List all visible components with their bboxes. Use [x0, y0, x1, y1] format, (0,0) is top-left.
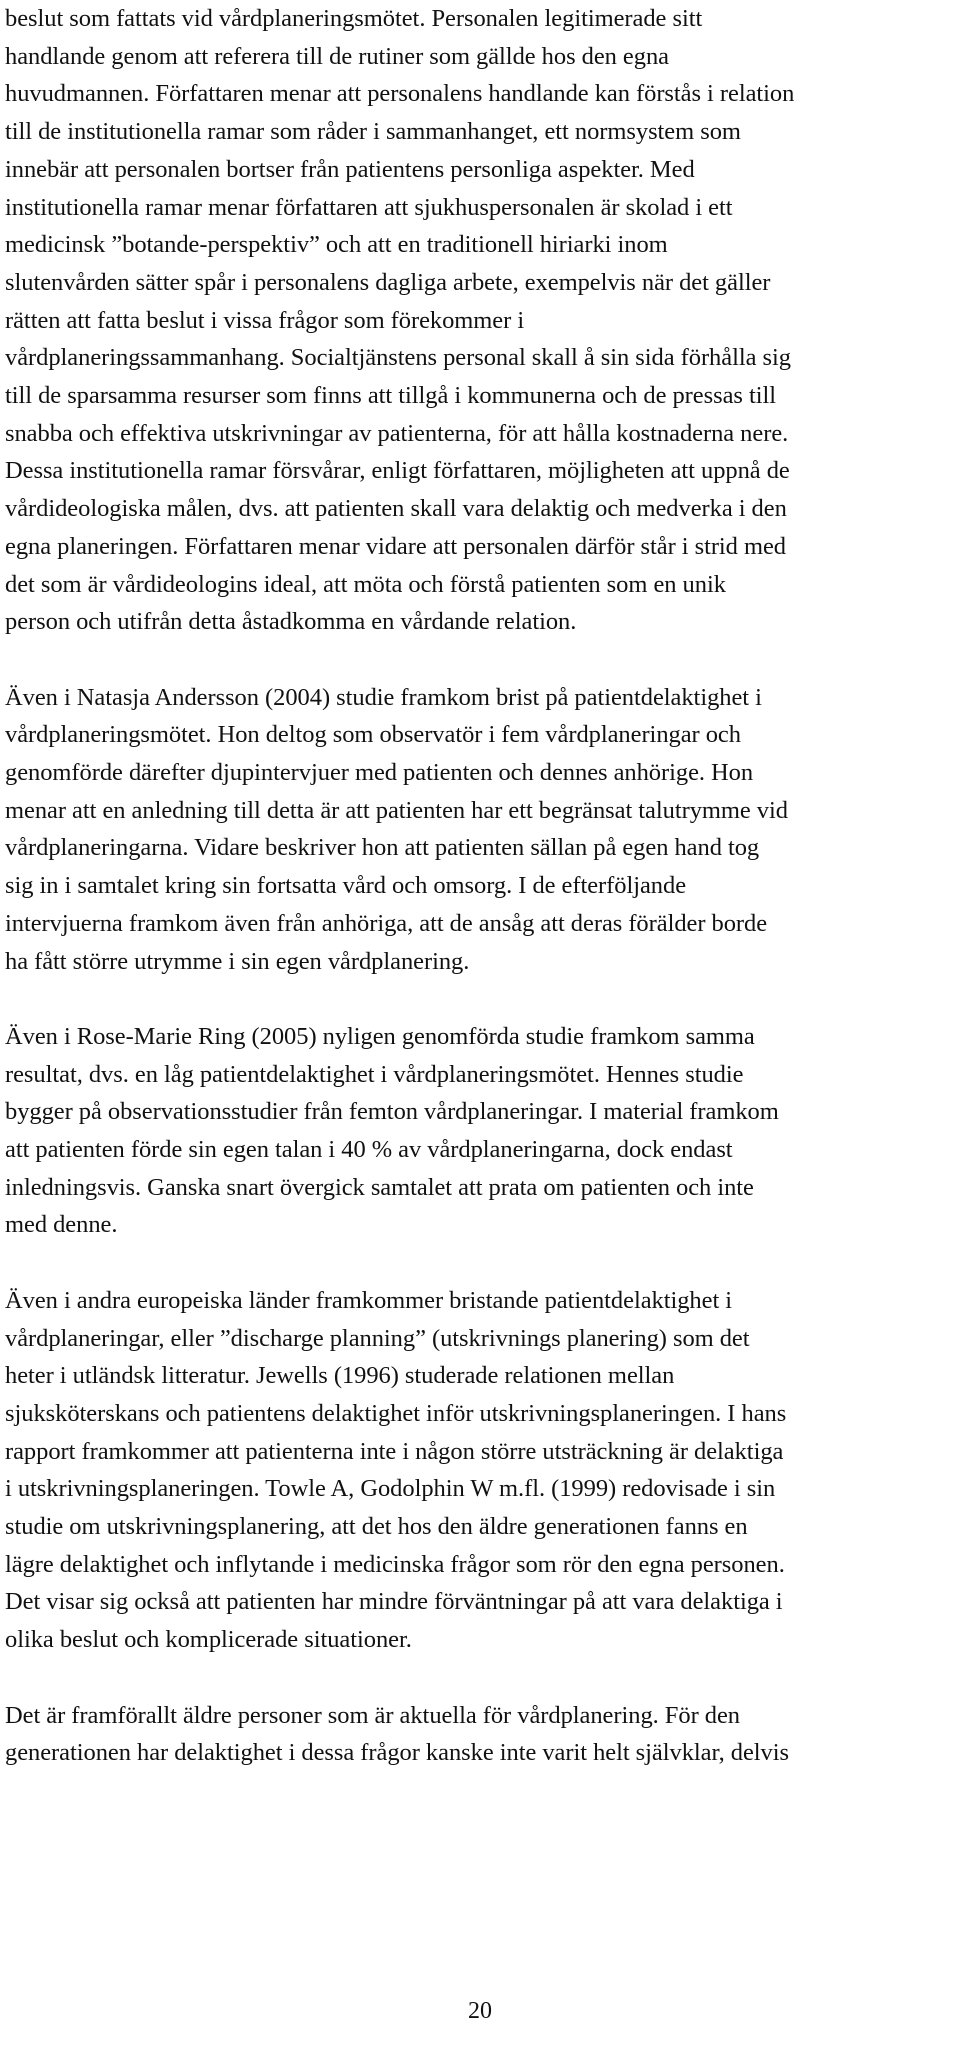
text-line: intervjuerna framkom även från anhöriga, att de ansåg att deras förälder borde [5, 909, 768, 937]
document-page [5, 0, 950, 1772]
text-line: ha fått större utrymme i sin egen vårdplanering. [5, 947, 470, 975]
text-line: sig in i samtalet kring sin fortsatta vård och omsorg. I de efterföljande [5, 872, 687, 900]
text-line: Även i Rose-Marie Ring (2005) nyligen genomförda studie framkom samma [5, 1022, 755, 1050]
text-line: institutionella ramar menar författaren att sjukhuspersonalen är skolad i ett [5, 193, 733, 221]
text-line: rätten att fatta beslut i vissa frågor som förekommer i [5, 306, 525, 334]
text-line: det som är vårdideologins ideal, att möta och förstå patienten som en unik [5, 570, 726, 598]
text-line: studie om utskrivningsplanering, att det hos den äldre generationen fanns en [5, 1513, 748, 1541]
text-line: heter i utländsk litteratur. Jewells (1996) studerade relationen mellan [5, 1362, 675, 1390]
text-line: med denne. [5, 1211, 118, 1239]
text-line: Det är framförallt äldre personer som är aktuella för vårdplanering. För den [5, 1701, 740, 1729]
text-line: vårdplaneringar, eller ”discharge planning” (utskrivnings planering) som det [5, 1324, 750, 1352]
text-line: Även i Natasja Andersson (2004) studie framkom brist på patientdelaktighet i [5, 683, 762, 711]
text-line: vårdplaneringarna. Vidare beskriver hon att patienten sällan på egen hand tog [5, 834, 760, 862]
paragraph-ring-study [5, 1018, 950, 1244]
text-line: medicinsk ”botande-perspektiv” och att en traditionell hiriarki inom [5, 231, 668, 259]
text-line: beslut som fattats vid vårdplaneringsmötet. Personalen legitimerade sitt [5, 5, 703, 32]
text-line: snabba och effektiva utskrivningar av patienterna, för att hålla kostnaderna nere. [5, 419, 789, 447]
text-line: vårdplaneringsmötet. Hon deltog som observatör i fem vårdplaneringar och [5, 721, 741, 749]
text-line: inledningsvis. Ganska snart övergick samtalet att prata om patienten och inte [5, 1173, 754, 1201]
paragraph-institutional-frames [5, 0, 950, 641]
text-line: i utskrivningsplaneringen. Towle A, Godolphin W m.fl. (1999) redovisade i sin [5, 1475, 776, 1503]
text-line: till de sparsamma resurser som finns att tillgå i kommunerna och de pressas till [5, 382, 776, 410]
text-line: Även i andra europeiska länder framkommer bristande patientdelaktighet i [5, 1286, 733, 1314]
paragraph-spacer [5, 641, 950, 679]
text-line: till de institutionella ramar som råder i sammanhanget, ett normsystem som [5, 118, 741, 146]
page-number: 20 [468, 1998, 492, 2024]
text-line: egna planeringen. Författaren menar vidare att personalen därför står i strid med [5, 532, 786, 560]
paragraph-spacer [5, 1659, 950, 1697]
text-line: vårdplaneringssammanhang. Socialtjänstens personal skall å sin sida förhålla sig [5, 344, 791, 372]
text-line: menar att en anledning till detta är att patienten har ett begränsat talutrymme vid [5, 796, 788, 824]
paragraph-spacer [5, 1244, 950, 1282]
paragraph-european-countries [5, 1282, 950, 1659]
text-line: vårdideologiska målen, dvs. att patienten skall vara delaktig och medverka i den [5, 495, 787, 523]
text-line: Dessa institutionella ramar försvårar, enligt författaren, möjligheten att uppnå de [5, 457, 790, 485]
text-line: genomförde därefter djupintervjuer med patienten och dennes anhörige. Hon [5, 759, 754, 787]
text-line: huvudmannen. Författaren menar att personalens handlande kan förstås i relation [5, 80, 795, 108]
text-line: innebär att personalen bortser från patientens personliga aspekter. Med [5, 155, 695, 183]
paragraph-spacer [5, 980, 950, 1018]
text-line: olika beslut och komplicerade situationer. [5, 1626, 412, 1654]
paragraph-older-persons [5, 1697, 950, 1772]
text-line: generationen har delaktighet i dessa frågor kanske inte varit helt självklar, delvis [5, 1739, 789, 1767]
text-line: person och utifrån detta åstadkomma en vårdande relation. [5, 608, 577, 636]
text-line: rapport framkommer att patienterna inte i någon större utsträckning är delaktiga [5, 1437, 784, 1465]
text-line: slutenvården sätter spår i personalens dagliga arbete, exempelvis när det gäller [5, 268, 771, 296]
text-line: bygger på observationsstudier från femton vårdplaneringar. I material framkom [5, 1098, 779, 1126]
text-line: sjuksköterskans och patientens delaktighet inför utskrivningsplaneringen. I hans [5, 1399, 787, 1427]
paragraph-andersson-study [5, 679, 950, 981]
text-line: handlande genom att referera till de rutiner som gällde hos den egna [5, 42, 669, 70]
text-line: lägre delaktighet och inflytande i medicinska frågor som rör den egna personen. [5, 1550, 785, 1578]
text-line: att patienten förde sin egen talan i 40 % av vårdplaneringarna, dock endast [5, 1136, 733, 1164]
text-line: Det visar sig också att patienten har mindre förväntningar på att vara delaktiga i [5, 1588, 783, 1616]
text-line: resultat, dvs. en låg patientdelaktighet i vårdplaneringsmötet. Hennes studie [5, 1060, 744, 1088]
